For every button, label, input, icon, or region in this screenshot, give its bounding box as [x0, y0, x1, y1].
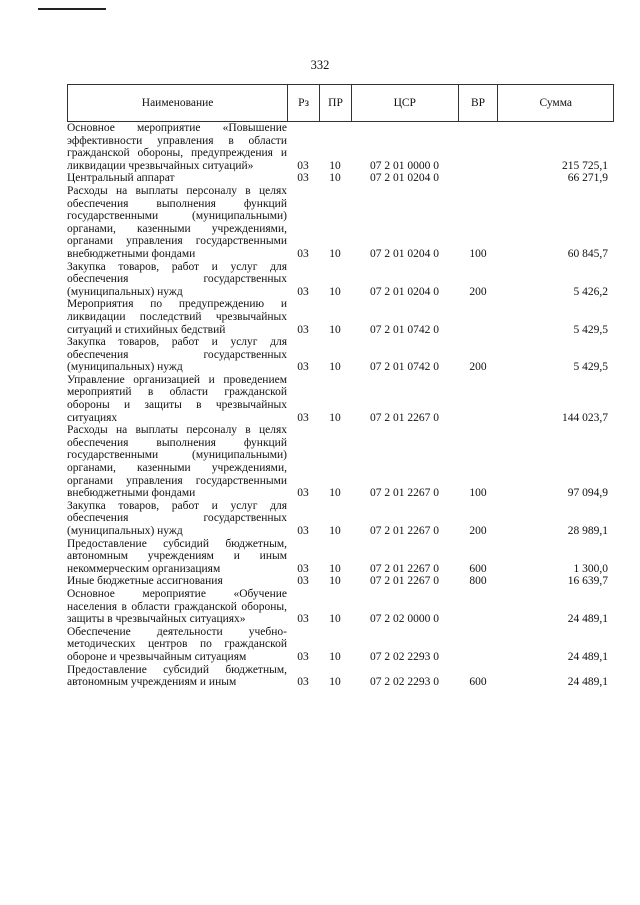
- row-pr: 10: [329, 411, 341, 424]
- row-rz: 03: [297, 159, 309, 172]
- row-name: Предоставление субсидий бюджетным, автономным учреждениям и иным: [67, 663, 287, 689]
- table-row: [67, 424, 614, 500]
- row-name: Мероприятия по предупреждению и ликвидации последствий чрезвычайных ситуаций и стихийных бедствий: [67, 298, 287, 336]
- row-vr: 200: [469, 285, 487, 298]
- row-csr: 07 2 02 2293 0: [370, 676, 439, 689]
- row-sum: 97 094,9: [567, 487, 608, 500]
- top-rule: [38, 8, 106, 10]
- row-name: Расходы на выплаты персоналу в целях обеспечения выполнения функций государственными (муниципальными) органами, казенными учреждениями, органами управления государственными внебюджетными фондами: [67, 184, 287, 260]
- page-number: 332: [310, 58, 330, 72]
- row-sum: 5 429,5: [573, 323, 608, 336]
- row-rz: 03: [297, 361, 309, 374]
- row-pr: 10: [329, 247, 341, 260]
- row-sum: 5 429,5: [573, 361, 608, 374]
- table-row: [67, 575, 614, 588]
- row-rz: 03: [297, 247, 309, 260]
- budget-table: [67, 84, 614, 689]
- table-header: [67, 84, 614, 122]
- header-csr: ЦСР: [351, 85, 458, 121]
- header-name: Наименование: [141, 97, 214, 109]
- row-rz: 03: [297, 525, 309, 537]
- row-pr: 10: [329, 159, 341, 172]
- table-row: [67, 122, 614, 172]
- table-row: [67, 500, 614, 538]
- table-row: [67, 538, 614, 576]
- row-sum: 24 489,1: [567, 676, 608, 689]
- row-csr: 07 2 01 0742 0: [370, 361, 439, 374]
- row-rz: 03: [297, 575, 309, 588]
- row-name: Закупка товаров, работ и услуг для обеспечения государственных (муниципальных) нужд: [67, 336, 287, 374]
- row-sum: 28 989,1: [567, 525, 608, 537]
- row-name: Основное мероприятие «Повышение эффективности управления в области гражданской обороны, предупреждения и ликвидации чрезвычайных ситуаций»: [67, 122, 287, 172]
- row-name: Закупка товаров, работ и услуг для обеспечения государственных (муниципальных) нужд: [67, 499, 287, 537]
- header-vr: ВР: [458, 85, 498, 121]
- header-sum: Сумма: [497, 85, 613, 121]
- row-vr: 100: [469, 247, 487, 260]
- row-pr: 10: [329, 285, 341, 298]
- row-pr: 10: [329, 613, 341, 626]
- header-rz: Рз: [287, 85, 319, 121]
- table-row: [67, 185, 614, 261]
- row-csr: 07 2 01 2267 0: [370, 525, 439, 537]
- row-csr: 07 2 02 0000 0: [370, 613, 439, 626]
- row-name: Закупка товаров, работ и услуг для обеспечения государственных (муниципальных) нужд: [67, 260, 287, 298]
- row-name: Основное мероприятие «Обучение населения в области гражданской обороны, защиты в чрезвычайных ситуациях»: [67, 587, 287, 626]
- row-name: Центральный аппарат: [67, 172, 175, 185]
- row-pr: 10: [329, 361, 341, 374]
- row-vr: 100: [469, 487, 487, 500]
- table-row: [67, 588, 614, 626]
- row-sum: 5 426,2: [573, 285, 608, 298]
- row-rz: 03: [297, 676, 309, 689]
- row-sum: 215 725,1: [562, 159, 608, 172]
- row-pr: 10: [329, 172, 341, 185]
- row-pr: 10: [329, 676, 341, 689]
- row-rz: 03: [297, 172, 309, 185]
- row-sum: 24 489,1: [567, 613, 608, 626]
- row-name: Иные бюджетные ассигнования: [67, 575, 223, 588]
- row-sum: 1 300,0: [573, 562, 608, 575]
- row-vr: 600: [469, 676, 487, 689]
- table-row: [67, 336, 614, 374]
- row-csr: 07 2 01 2267 0: [370, 487, 439, 500]
- row-sum: 66 271,9: [567, 172, 608, 185]
- row-csr: 07 2 01 2267 0: [370, 562, 439, 575]
- row-csr: 07 2 02 2293 0: [370, 650, 439, 663]
- table-row: [67, 374, 614, 424]
- row-rz: 03: [297, 650, 309, 663]
- row-csr: 07 2 01 0204 0: [370, 285, 439, 298]
- row-sum: 16 639,7: [567, 575, 608, 588]
- row-rz: 03: [297, 285, 309, 298]
- row-rz: 03: [297, 323, 309, 336]
- row-vr: 200: [469, 525, 487, 537]
- row-vr: 800: [469, 575, 487, 588]
- table-row: [67, 664, 614, 689]
- row-csr: 07 2 01 2267 0: [370, 411, 439, 424]
- table-body: [67, 122, 614, 689]
- table-row: [67, 172, 614, 185]
- row-pr: 10: [329, 323, 341, 336]
- row-pr: 10: [329, 575, 341, 588]
- row-vr: 200: [469, 361, 487, 374]
- row-sum: 60 845,7: [567, 247, 608, 260]
- row-csr: 07 2 01 0204 0: [370, 172, 439, 185]
- row-name: Управление организацией и проведением мероприятий в области гражданской обороны и защиты в чрезвычайных ситуациях: [67, 373, 287, 424]
- row-rz: 03: [297, 487, 309, 500]
- row-vr: 600: [469, 562, 487, 575]
- row-pr: 10: [329, 650, 341, 663]
- row-rz: 03: [297, 562, 309, 575]
- table-row: [67, 626, 614, 664]
- row-sum: 24 489,1: [567, 650, 608, 663]
- row-name: Расходы на выплаты персоналу в целях обеспечения выполнения функций государственными (муниципальными) органами, казенными учреждениями, органами управления государственными внебюджетными фондами: [67, 424, 287, 500]
- row-sum: 144 023,7: [562, 411, 608, 424]
- row-name: Предоставление субсидий бюджетным, автономным учреждениям и иным некоммерческим организациям: [67, 537, 287, 575]
- row-rz: 03: [297, 411, 309, 424]
- row-csr: 07 2 01 0204 0: [370, 247, 439, 260]
- row-csr: 07 2 01 0000 0: [370, 159, 439, 172]
- table-row: [67, 261, 614, 299]
- row-rz: 03: [297, 613, 309, 626]
- row-pr: 10: [329, 525, 341, 537]
- header-pr: ПР: [319, 85, 351, 121]
- row-csr: 07 2 01 0742 0: [370, 323, 439, 336]
- row-csr: 07 2 01 2267 0: [370, 575, 439, 588]
- row-name: Обеспечение деятельности учебно-методических центров по гражданской обороне и чрезвычайным ситуациям: [67, 625, 287, 663]
- row-pr: 10: [329, 562, 341, 575]
- row-pr: 10: [329, 487, 341, 500]
- table-row: [67, 298, 614, 336]
